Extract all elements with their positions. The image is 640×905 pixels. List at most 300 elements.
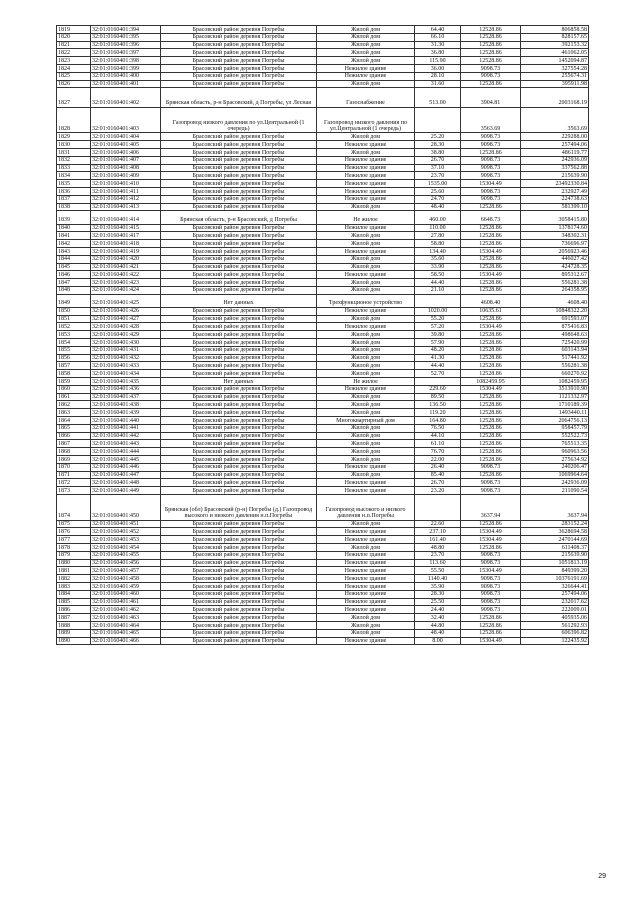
cell-area: 85.40 bbox=[415, 471, 461, 479]
cell-unit-rate: 9098.73 bbox=[461, 195, 521, 203]
cell-object-type: Жилой дом bbox=[317, 354, 415, 362]
cell-object-type: Нежилое здание bbox=[317, 385, 415, 393]
cell-cadastral-number: 32:01:0160401:435 bbox=[91, 377, 161, 385]
cell-cadastral-cost: 849399.20 bbox=[521, 567, 589, 575]
cell-area: 22.00 bbox=[415, 455, 461, 463]
cell-object-type: Жилой дом bbox=[317, 203, 415, 211]
cell-row-number: 1867 bbox=[57, 440, 91, 448]
cell-area: 55.50 bbox=[415, 567, 461, 575]
cell-row-number: 1838 bbox=[57, 203, 91, 211]
cell-cadastral-number: 32:01:0160401:455 bbox=[91, 551, 161, 559]
table-row bbox=[57, 393, 589, 401]
cell-cadastral-number: 32:01:0160401:441 bbox=[91, 424, 161, 432]
cell-area: 164.80 bbox=[415, 416, 461, 424]
cell-cadastral-cost: 1069964.64 bbox=[521, 471, 589, 479]
cell-cadastral-number: 32:01:0160401:412 bbox=[91, 195, 161, 203]
cell-unit-rate: 9098.73 bbox=[461, 559, 521, 567]
cell-object-type: Нежилое здание bbox=[317, 536, 415, 544]
table-row bbox=[57, 323, 589, 331]
cell-row-number: 1871 bbox=[57, 471, 91, 479]
cell-cadastral-number: 32:01:0160401:432 bbox=[91, 354, 161, 362]
cell-address: Брасовский район деревня Погребы bbox=[161, 424, 317, 432]
cell-row-number: 1847 bbox=[57, 279, 91, 287]
table-row bbox=[57, 224, 589, 232]
cell-row-number: 1834 bbox=[57, 172, 91, 180]
cell-address: Брасовский район деревня Погребы bbox=[161, 26, 317, 34]
cell-cadastral-number: 32:01:0160401:438 bbox=[91, 401, 161, 409]
table-row bbox=[57, 471, 589, 479]
cell-unit-rate: 12528.86 bbox=[461, 401, 521, 409]
cell-cadastral-number: 32:01:0160401:421 bbox=[91, 263, 161, 271]
cell-row-number: 1854 bbox=[57, 338, 91, 346]
cell-object-type: Нежилое здание bbox=[317, 590, 415, 598]
cell-object-type: Нежилое здание bbox=[317, 606, 415, 614]
cell-cadastral-number: 32:01:0160401:433 bbox=[91, 362, 161, 370]
cell-area: 31.30 bbox=[415, 41, 461, 49]
cell-unit-rate: 15304.49 bbox=[461, 247, 521, 255]
cell-cadastral-cost: 255674.31 bbox=[521, 72, 589, 80]
cell-cadastral-cost: 486119.77 bbox=[521, 149, 589, 157]
cell-row-number: 1825 bbox=[57, 72, 91, 80]
cell-cadastral-number: 32:01:0160401:414 bbox=[91, 211, 161, 224]
cell-cadastral-number: 32:01:0160401:419 bbox=[91, 247, 161, 255]
cell-unit-rate: 12528.86 bbox=[461, 331, 521, 339]
cell-row-number: 1888 bbox=[57, 621, 91, 629]
cell-row-number: 1827 bbox=[57, 88, 91, 107]
cell-address: Брасовский район деревня Погребы bbox=[161, 582, 317, 590]
cell-address: Брасовский район деревня Погребы bbox=[161, 255, 317, 263]
cell-address: Брасовский район деревня Погребы bbox=[161, 346, 317, 354]
cell-cadastral-cost: 264358.95 bbox=[521, 286, 589, 294]
cell-row-number: 1849 bbox=[57, 294, 91, 307]
table-row bbox=[57, 286, 589, 294]
cell-address: Брасовский район деревня Погребы bbox=[161, 271, 317, 279]
table-row bbox=[57, 637, 589, 645]
table-row bbox=[57, 377, 589, 385]
cell-address: Нет данных bbox=[161, 294, 317, 307]
table-row bbox=[57, 33, 589, 41]
cell-cadastral-number: 32:01:0160401:454 bbox=[91, 543, 161, 551]
table-row bbox=[57, 614, 589, 622]
cell-address: Брасовский район деревня Погребы bbox=[161, 188, 317, 196]
cell-unit-rate: 12528.86 bbox=[461, 346, 521, 354]
cell-cadastral-cost: 275634.92 bbox=[521, 455, 589, 463]
cell-cadastral-number: 32:01:0160401:428 bbox=[91, 323, 161, 331]
cell-area: 58.50 bbox=[415, 271, 461, 279]
cell-row-number: 1858 bbox=[57, 370, 91, 378]
cell-address: Брасовский район деревня Погребы bbox=[161, 180, 317, 188]
cell-unit-rate: 9098.73 bbox=[461, 156, 521, 164]
cell-unit-rate: 12528.86 bbox=[461, 224, 521, 232]
cell-object-type: Жилой дом bbox=[317, 424, 415, 432]
cell-area: 113.60 bbox=[415, 559, 461, 567]
cell-cadastral-cost: 660270.92 bbox=[521, 370, 589, 378]
cell-cadastral-cost: 446027.42 bbox=[521, 255, 589, 263]
cell-cadastral-number: 32:01:0160401:415 bbox=[91, 224, 161, 232]
cell-row-number: 1852 bbox=[57, 323, 91, 331]
cell-unit-rate: 12528.86 bbox=[461, 240, 521, 248]
cell-row-number: 1842 bbox=[57, 240, 91, 248]
cell-row-number: 1851 bbox=[57, 315, 91, 323]
cell-row-number: 1868 bbox=[57, 448, 91, 456]
cell-row-number: 1843 bbox=[57, 247, 91, 255]
cell-unit-rate: 3904.81 bbox=[461, 88, 521, 107]
cell-cadastral-number: 32:01:0160401:404 bbox=[91, 133, 161, 141]
cell-area: 8.00 bbox=[415, 637, 461, 645]
cell-address: Брасовский район деревня Погребы bbox=[161, 195, 317, 203]
cell-cadastral-cost: 736696.97 bbox=[521, 240, 589, 248]
cell-object-type: Не жилое bbox=[317, 211, 415, 224]
cell-cadastral-number: 32:01:0160401:434 bbox=[91, 370, 161, 378]
cell-area: 23.70 bbox=[415, 551, 461, 559]
cell-row-number: 1874 bbox=[57, 494, 91, 520]
cell-object-type: Нежилое здание bbox=[317, 567, 415, 575]
cell-object-type: Нежилое здание bbox=[317, 164, 415, 172]
table-row bbox=[57, 440, 589, 448]
cell-area: 48.40 bbox=[415, 629, 461, 637]
cell-cadastral-cost: 3637.94 bbox=[521, 494, 589, 520]
cell-cadastral-cost: 392153.32 bbox=[521, 41, 589, 49]
cell-cadastral-cost: 240206.47 bbox=[521, 463, 589, 471]
cell-object-type: Нежилое здание bbox=[317, 323, 415, 331]
cell-object-type: Нежилое здание bbox=[317, 575, 415, 583]
cell-cadastral-cost: 10376191.69 bbox=[521, 575, 589, 583]
cell-address: Брасовский район деревня Погребы bbox=[161, 440, 317, 448]
cell-cadastral-cost: 1051813.19 bbox=[521, 559, 589, 567]
cell-cadastral-number: 32:01:0160401:426 bbox=[91, 307, 161, 315]
cell-cadastral-number: 32:01:0160401:401 bbox=[91, 80, 161, 88]
cell-row-number: 1831 bbox=[57, 149, 91, 157]
cell-object-type: Жилой дом bbox=[317, 370, 415, 378]
table-row bbox=[57, 49, 589, 57]
cell-area: 37.10 bbox=[415, 164, 461, 172]
cell-cadastral-number: 32:01:0160401:437 bbox=[91, 393, 161, 401]
table-row bbox=[57, 57, 589, 65]
cell-address: Брасовский район деревня Погребы bbox=[161, 156, 317, 164]
cell-cadastral-number: 32:01:0160401:458 bbox=[91, 575, 161, 583]
cell-address: Брасовский район деревня Погребы bbox=[161, 463, 317, 471]
cell-unit-rate: 12528.86 bbox=[461, 279, 521, 287]
cell-cadastral-cost: 1452094.87 bbox=[521, 57, 589, 65]
cell-object-type: Жилой дом bbox=[317, 331, 415, 339]
cell-area: 21.10 bbox=[415, 286, 461, 294]
cell-cadastral-number: 32:01:0160401:397 bbox=[91, 49, 161, 57]
cell-row-number: 1846 bbox=[57, 271, 91, 279]
cell-row-number: 1860 bbox=[57, 385, 91, 393]
cell-cadastral-cost: 327554.28 bbox=[521, 64, 589, 72]
cell-object-type: Жилой дом bbox=[317, 401, 415, 409]
cell-unit-rate: 9098.73 bbox=[461, 72, 521, 80]
cell-unit-rate: 9098.73 bbox=[461, 188, 521, 196]
cell-row-number: 1823 bbox=[57, 57, 91, 65]
cell-area: 1020.00 bbox=[415, 307, 461, 315]
cell-cadastral-cost: 3628694.58 bbox=[521, 528, 589, 536]
cell-unit-rate: 1082459.95 bbox=[461, 377, 521, 385]
cell-cadastral-number: 32:01:0160401:408 bbox=[91, 164, 161, 172]
cell-area: 44.10 bbox=[415, 432, 461, 440]
cell-row-number: 1875 bbox=[57, 520, 91, 528]
cell-unit-rate: 12528.86 bbox=[461, 232, 521, 240]
cell-row-number: 1833 bbox=[57, 164, 91, 172]
cell-cadastral-cost: 556281.38 bbox=[521, 362, 589, 370]
cell-cadastral-number: 32:01:0160401:448 bbox=[91, 479, 161, 487]
table-row bbox=[57, 188, 589, 196]
cell-cadastral-cost: 2470144.69 bbox=[521, 536, 589, 544]
cell-object-type: Жилой дом bbox=[317, 614, 415, 622]
cell-unit-rate: 12528.86 bbox=[461, 263, 521, 271]
cell-cadastral-number: 32:01:0160401:464 bbox=[91, 621, 161, 629]
cell-cadastral-number: 32:01:0160401:406 bbox=[91, 149, 161, 157]
cell-address: Брасовский район деревня Погребы bbox=[161, 133, 317, 141]
property-table bbox=[56, 25, 589, 645]
cell-address: Брасовский район деревня Погребы bbox=[161, 487, 317, 495]
cell-address: Брасовский район деревня Погребы bbox=[161, 409, 317, 417]
cell-area: 23.20 bbox=[415, 487, 461, 495]
table-row bbox=[57, 331, 589, 339]
cell-cadastral-cost: 424728.35 bbox=[521, 263, 589, 271]
cell-cadastral-cost: 498648.63 bbox=[521, 331, 589, 339]
cell-cadastral-cost: 257494.06 bbox=[521, 590, 589, 598]
cell-object-type: Нежилое здание bbox=[317, 528, 415, 536]
cell-object-type: Нежилое здание bbox=[317, 479, 415, 487]
cell-row-number: 1877 bbox=[57, 536, 91, 544]
cell-cadastral-cost: 691593.07 bbox=[521, 315, 589, 323]
cell-unit-rate: 9098.73 bbox=[461, 582, 521, 590]
table-row bbox=[57, 463, 589, 471]
cell-unit-rate: 6648.73 bbox=[461, 211, 521, 224]
cell-cadastral-number: 32:01:0160401:440 bbox=[91, 416, 161, 424]
cell-cadastral-cost: 283152.24 bbox=[521, 520, 589, 528]
cell-unit-rate: 9098.73 bbox=[461, 590, 521, 598]
cell-unit-rate: 15304.49 bbox=[461, 528, 521, 536]
cell-row-number: 1861 bbox=[57, 393, 91, 401]
cell-address: Брасовский район деревня Погребы bbox=[161, 621, 317, 629]
cell-unit-rate: 12528.86 bbox=[461, 448, 521, 456]
cell-unit-rate: 9098.73 bbox=[461, 598, 521, 606]
table-row bbox=[57, 133, 589, 141]
cell-row-number: 1859 bbox=[57, 377, 91, 385]
table-row bbox=[57, 240, 589, 248]
cell-row-number: 1887 bbox=[57, 614, 91, 622]
table-row bbox=[57, 203, 589, 211]
cell-address: Брасовский район деревня Погребы bbox=[161, 323, 317, 331]
cell-address: Брасовский район деревня Погребы bbox=[161, 536, 317, 544]
table-row bbox=[57, 520, 589, 528]
cell-cadastral-cost: 10848322.20 bbox=[521, 307, 589, 315]
cell-object-type: Нежилое здание bbox=[317, 72, 415, 80]
cell-cadastral-number: 32:01:0160401:396 bbox=[91, 41, 161, 49]
cell-cadastral-cost: 1121332.97 bbox=[521, 393, 589, 401]
cell-cadastral-number: 32:01:0160401:466 bbox=[91, 637, 161, 645]
table-row bbox=[57, 401, 589, 409]
cell-cadastral-number: 32:01:0160401:453 bbox=[91, 536, 161, 544]
cell-address: Брасовский район деревня Погребы bbox=[161, 598, 317, 606]
cell-cadastral-cost: 1082459.95 bbox=[521, 377, 589, 385]
cell-area: 31.60 bbox=[415, 80, 461, 88]
cell-address: Газопровод низкого давления по ул.Центральной (1 очередь) bbox=[161, 107, 317, 133]
cell-object-type: Жилой дом bbox=[317, 286, 415, 294]
cell-address: Брасовский район деревня Погребы bbox=[161, 247, 317, 255]
cell-address: Брасовский район деревня Погребы bbox=[161, 448, 317, 456]
cell-object-type: Жилой дом bbox=[317, 133, 415, 141]
cell-row-number: 1879 bbox=[57, 551, 91, 559]
cell-unit-rate: 12528.86 bbox=[461, 26, 521, 34]
cell-area: 38.80 bbox=[415, 149, 461, 157]
cell-unit-rate: 12528.86 bbox=[461, 149, 521, 157]
cell-unit-rate: 12528.86 bbox=[461, 255, 521, 263]
cell-address: Брасовский район деревня Погребы bbox=[161, 149, 317, 157]
cell-cadastral-number: 32:01:0160401:407 bbox=[91, 156, 161, 164]
cell-unit-rate: 12528.86 bbox=[461, 41, 521, 49]
cell-unit-rate: 12528.86 bbox=[461, 80, 521, 88]
table-row bbox=[57, 195, 589, 203]
cell-address: Брасовский район деревня Погребы bbox=[161, 64, 317, 72]
cell-cadastral-cost: 611408.37 bbox=[521, 543, 589, 551]
cell-unit-rate: 12528.86 bbox=[461, 629, 521, 637]
cell-cadastral-cost: 222009.01 bbox=[521, 606, 589, 614]
cell-row-number: 1853 bbox=[57, 331, 91, 339]
cell-object-type: Нежилое здание bbox=[317, 188, 415, 196]
table-row bbox=[57, 107, 589, 133]
cell-object-type: Нежилое здание bbox=[317, 463, 415, 471]
cell-unit-rate: 15304.49 bbox=[461, 385, 521, 393]
cell-cadastral-cost: 215639.90 bbox=[521, 172, 589, 180]
cell-address: Брасовский район деревня Погребы bbox=[161, 575, 317, 583]
cell-address: Брасовский район деревня Погребы bbox=[161, 232, 317, 240]
cell-unit-rate: 12528.86 bbox=[461, 33, 521, 41]
cell-cadastral-number: 32:01:0160401:410 bbox=[91, 180, 161, 188]
cell-object-type: Жилой дом bbox=[317, 621, 415, 629]
cell-row-number: 1889 bbox=[57, 629, 91, 637]
cell-area: 76.50 bbox=[415, 424, 461, 432]
table-row bbox=[57, 315, 589, 323]
cell-row-number: 1873 bbox=[57, 487, 91, 495]
cell-cadastral-cost: 960963.56 bbox=[521, 448, 589, 456]
cell-unit-rate: 12528.86 bbox=[461, 370, 521, 378]
cell-object-type: Жилой дом bbox=[317, 362, 415, 370]
cell-cadastral-cost: 215639.90 bbox=[521, 551, 589, 559]
table-row bbox=[57, 211, 589, 224]
cell-address: Брасовский район деревня Погребы bbox=[161, 240, 317, 248]
cell-object-type: Жилой дом bbox=[317, 263, 415, 271]
cell-cadastral-cost: 875416.83 bbox=[521, 323, 589, 331]
cell-unit-rate: 15304.49 bbox=[461, 323, 521, 331]
cell-row-number: 1863 bbox=[57, 409, 91, 417]
cell-area: 44.40 bbox=[415, 362, 461, 370]
cell-unit-rate: 3637.94 bbox=[461, 494, 521, 520]
cell-unit-rate: 12528.86 bbox=[461, 393, 521, 401]
table-row bbox=[57, 141, 589, 149]
cell-unit-rate: 12528.86 bbox=[461, 432, 521, 440]
cell-object-type: Нежилое здание bbox=[317, 141, 415, 149]
cell-row-number: 1866 bbox=[57, 432, 91, 440]
cell-cadastral-cost: 606396.82 bbox=[521, 629, 589, 637]
cell-cadastral-number: 32:01:0160401:461 bbox=[91, 598, 161, 606]
cell-area: 48.40 bbox=[415, 203, 461, 211]
cell-row-number: 1876 bbox=[57, 528, 91, 536]
cell-row-number: 1850 bbox=[57, 307, 91, 315]
cell-cadastral-number: 32:01:0160401:462 bbox=[91, 606, 161, 614]
cell-area: 32.40 bbox=[415, 614, 461, 622]
cell-cadastral-number: 32:01:0160401:444 bbox=[91, 448, 161, 456]
cell-row-number: 1870 bbox=[57, 463, 91, 471]
cell-address: Брасовский район деревня Погребы bbox=[161, 33, 317, 41]
cell-area: 229.60 bbox=[415, 385, 461, 393]
cell-address: Брасовский район деревня Погребы bbox=[161, 172, 317, 180]
cell-unit-rate: 12528.86 bbox=[461, 455, 521, 463]
cell-cadastral-number: 32:01:0160401:394 bbox=[91, 26, 161, 34]
cell-object-type: Газоснабжение bbox=[317, 88, 415, 107]
cell-address: Брянская (обл) Брасовский (р-н) Погребы (д.) Газопровод высокого и низкого давления н.п.Погребы bbox=[161, 494, 317, 520]
cell-area: 66.10 bbox=[415, 33, 461, 41]
cell-row-number: 1882 bbox=[57, 575, 91, 583]
cell-cadastral-number: 32:01:0160401:442 bbox=[91, 432, 161, 440]
table-row bbox=[57, 416, 589, 424]
cell-address: Брасовский район деревня Погребы bbox=[161, 315, 317, 323]
cell-object-type: Жилой дом bbox=[317, 33, 415, 41]
cell-address: Брасовский район деревня Погребы bbox=[161, 331, 317, 339]
cell-cadastral-cost: 348302.31 bbox=[521, 232, 589, 240]
table-row bbox=[57, 494, 589, 520]
cell-area: 513.00 bbox=[415, 88, 461, 107]
cell-cadastral-cost: 224738.63 bbox=[521, 195, 589, 203]
cell-cadastral-number: 32:01:0160401:447 bbox=[91, 471, 161, 479]
cell-cadastral-number: 32:01:0160401:405 bbox=[91, 141, 161, 149]
cell-area: 41.30 bbox=[415, 354, 461, 362]
cell-cadastral-number: 32:01:0160401:413 bbox=[91, 203, 161, 211]
cell-cadastral-cost: 3563.69 bbox=[521, 107, 589, 133]
cell-unit-rate: 9098.73 bbox=[461, 172, 521, 180]
cell-object-type: Нежилое здание bbox=[317, 598, 415, 606]
cell-area: 35.60 bbox=[415, 255, 461, 263]
cell-area: 39.80 bbox=[415, 331, 461, 339]
cell-unit-rate: 3563.69 bbox=[461, 107, 521, 133]
table-row bbox=[57, 448, 589, 456]
cell-row-number: 1884 bbox=[57, 590, 91, 598]
table-row bbox=[57, 307, 589, 315]
cell-area: 22.60 bbox=[415, 520, 461, 528]
cell-area: 36.80 bbox=[415, 49, 461, 57]
cell-area: 35.90 bbox=[415, 582, 461, 590]
cell-cadastral-cost: 725420.99 bbox=[521, 338, 589, 346]
cell-row-number: 1832 bbox=[57, 156, 91, 164]
cell-cadastral-number: 32:01:0160401:402 bbox=[91, 88, 161, 107]
cell-row-number: 1821 bbox=[57, 41, 91, 49]
cell-cadastral-number: 32:01:0160401:418 bbox=[91, 240, 161, 248]
cell-area: 119.20 bbox=[415, 409, 461, 417]
cell-cadastral-cost: 556281.38 bbox=[521, 279, 589, 287]
cell-address: Брасовский район деревня Погребы bbox=[161, 72, 317, 80]
cell-address: Брасовский район деревня Погребы bbox=[161, 432, 317, 440]
cell-area: 460.00 bbox=[415, 211, 461, 224]
table-row bbox=[57, 164, 589, 172]
cell-address: Нет данных bbox=[161, 377, 317, 385]
cell-cadastral-cost: 23492330.84 bbox=[521, 180, 589, 188]
cell-cadastral-number: 32:01:0160401:409 bbox=[91, 172, 161, 180]
cell-unit-rate: 9098.73 bbox=[461, 551, 521, 559]
cell-unit-rate: 9098.73 bbox=[461, 487, 521, 495]
cell-area: 25.50 bbox=[415, 598, 461, 606]
cell-area: 24.40 bbox=[415, 606, 461, 614]
cell-cadastral-cost: 395911.98 bbox=[521, 80, 589, 88]
cell-address: Брянская область, р-н Брасовский, д Погребы, ул Лесная bbox=[161, 88, 317, 107]
cell-cadastral-number: 32:01:0160401:450 bbox=[91, 494, 161, 520]
table-row bbox=[57, 149, 589, 157]
cell-cadastral-number: 32:01:0160401:449 bbox=[91, 487, 161, 495]
cell-unit-rate: 10635.61 bbox=[461, 307, 521, 315]
cell-unit-rate: 12528.86 bbox=[461, 203, 521, 211]
cell-object-type: Нежилое здание bbox=[317, 307, 415, 315]
